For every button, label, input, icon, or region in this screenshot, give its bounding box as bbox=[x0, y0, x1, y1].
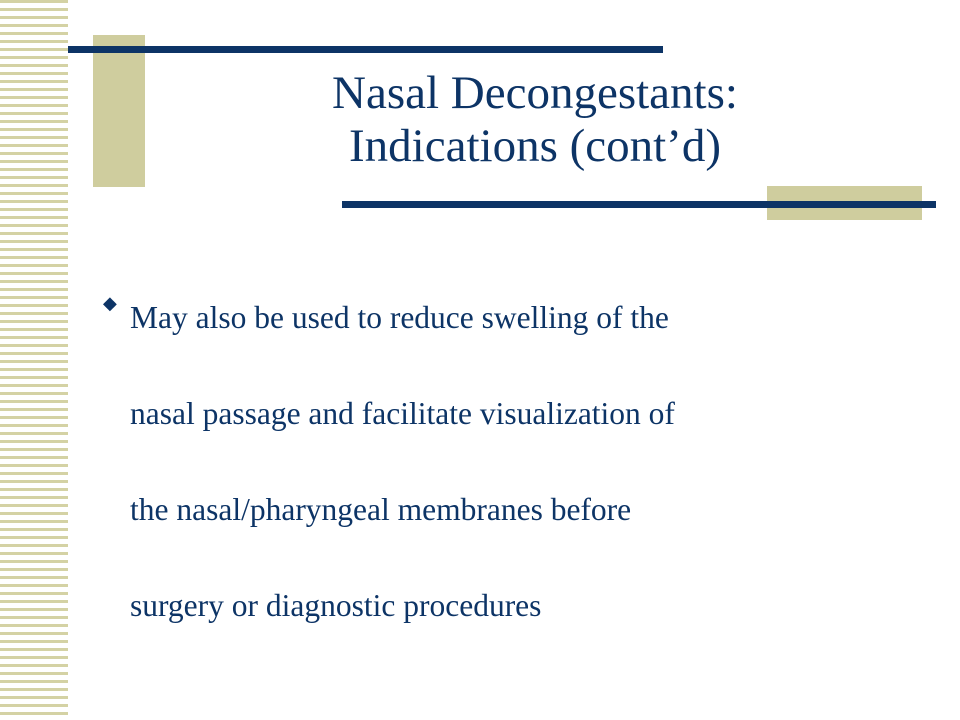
title-rule-bottom bbox=[342, 201, 936, 208]
accent-block-top bbox=[93, 35, 145, 187]
diamond-bullet-icon: ◆ bbox=[103, 293, 117, 314]
left-stripe-pattern bbox=[0, 0, 68, 720]
bullet-item bbox=[103, 270, 883, 654]
slide-title-line2: Indications (cont’d) bbox=[349, 120, 721, 172]
title-rule-top bbox=[68, 46, 663, 53]
slide-title bbox=[170, 67, 900, 173]
bullet-text: May also be used to reduce swelling of the nasal passage and facilitate visualization of the nasal/pharyngeal membranes before surgery or diagnostic procedures bbox=[130, 300, 675, 623]
slide-title-line1: Nasal Decongestants: bbox=[332, 67, 738, 119]
